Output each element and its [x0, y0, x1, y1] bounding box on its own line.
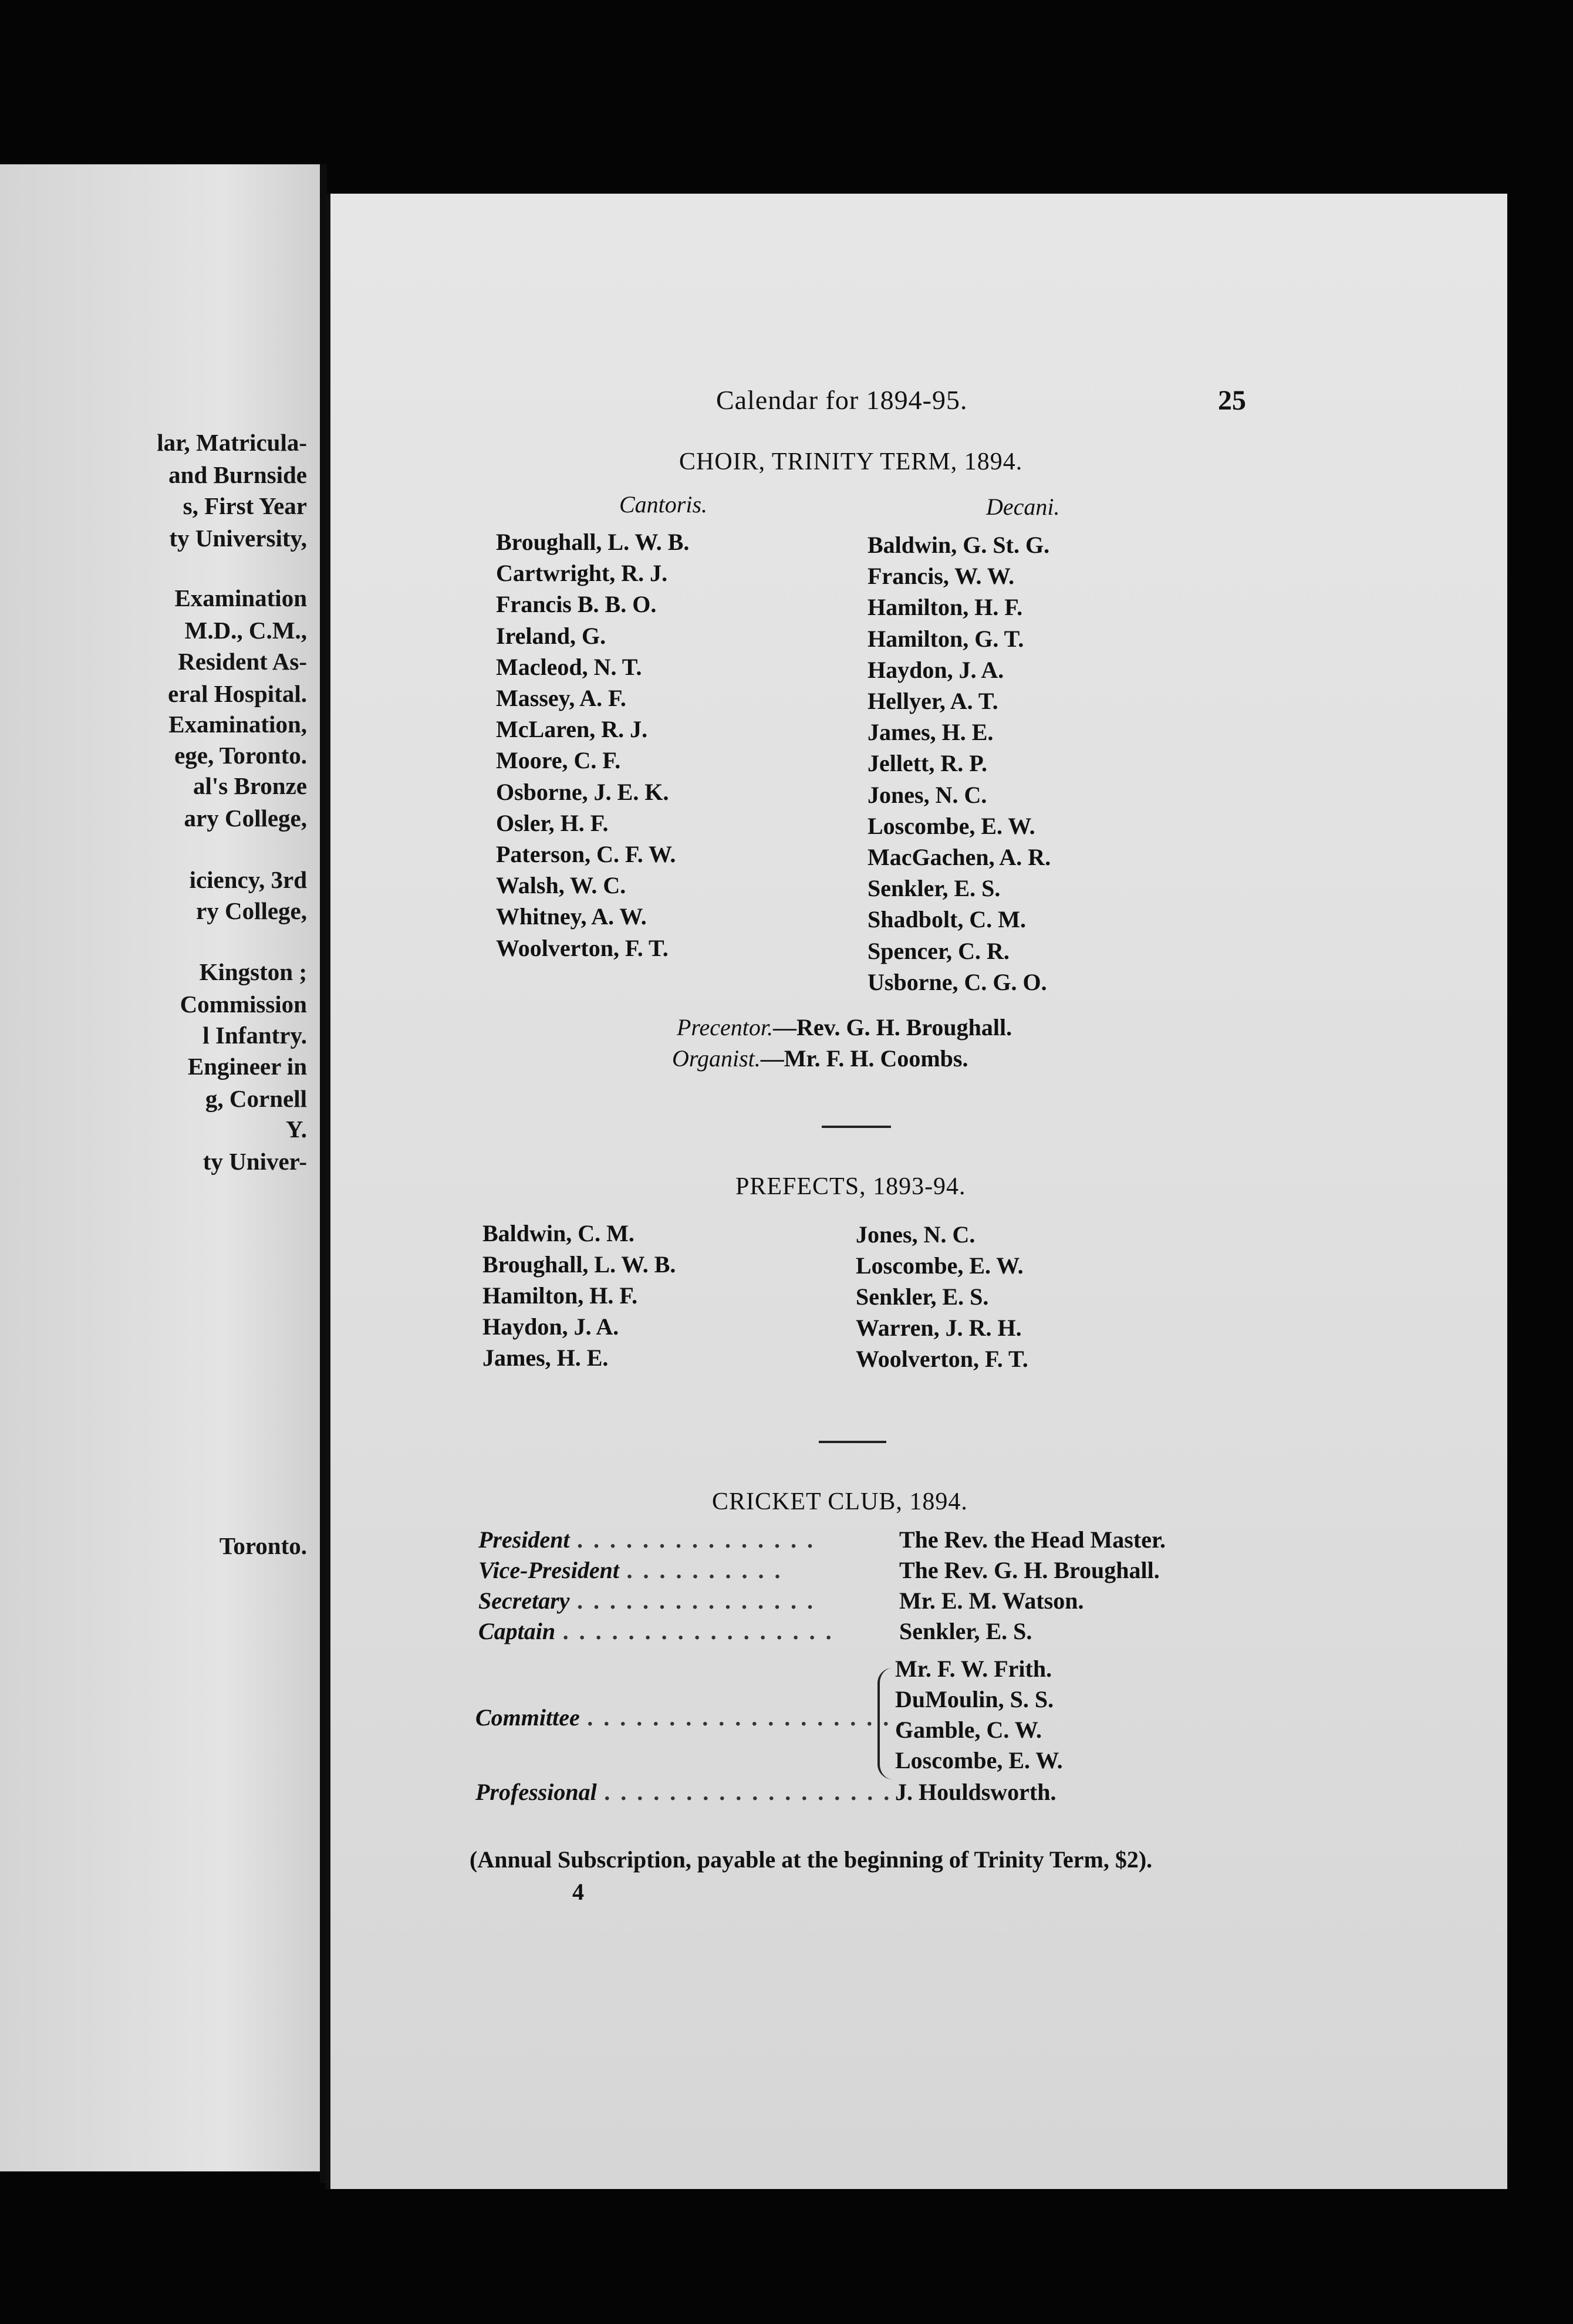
officer-value: Mr. E. M. Watson. [899, 1587, 1084, 1614]
running-head [716, 384, 968, 416]
committee-member: DuMoulin, S. S. [895, 1686, 1054, 1712]
officer-value: The Rev. the Head Master. [899, 1526, 1166, 1553]
cricket-title: CRICKET CLUB, 1894. [712, 1488, 968, 1515]
committee-member: Gamble, C. W. [895, 1717, 1042, 1743]
cantoris-name: Broughall, L. W. B. [496, 529, 690, 555]
cantoris-name: Paterson, C. F. W. [496, 841, 676, 867]
section-divider [822, 1126, 891, 1128]
leader-dots: . . . . . . . . . . . . . . . [569, 1526, 816, 1553]
decani-name: Francis, W. W. [867, 563, 1015, 590]
left-page-line: al's Bronze [193, 772, 307, 799]
left-page-line: Resident As- [178, 648, 307, 675]
precentor-value: —Rev. G. H. Broughall. [773, 1014, 1012, 1041]
officer-label [478, 1587, 816, 1614]
cantoris-name: Osler, H. F. [496, 809, 609, 836]
committee-member: Loscombe, E. W. [895, 1747, 1063, 1774]
prefect-name: Warren, J. R. H. [856, 1315, 1022, 1341]
left-page-line: Toronto. [219, 1532, 307, 1559]
left-page-line: l Infantry. [202, 1022, 307, 1049]
signature-mark: 4 [572, 1879, 584, 1905]
leader-dots: . . . . . . . . . . [619, 1557, 784, 1583]
left-page-line: Examination, [168, 711, 307, 738]
left-page-line: Engineer in [187, 1053, 307, 1080]
professional-row [475, 1778, 893, 1806]
leader-dots: . . . . . . . . . . . . . . . . . . [596, 1779, 893, 1805]
left-page-line: ty Univer- [202, 1148, 307, 1175]
page-number: 25 [1218, 385, 1246, 416]
decani-name: Jellett, R. P. [867, 750, 988, 777]
officer-label-text: Secretary [478, 1587, 570, 1614]
decani-name: Shadbolt, C. M. [867, 906, 1027, 933]
prefect-name: Hamilton, H. F. [482, 1282, 638, 1309]
left-page-line: and Burnside [168, 461, 307, 488]
cantoris-name: Whitney, A. W. [496, 903, 647, 930]
committee-label [475, 1704, 909, 1731]
decani-name: Jones, N. C. [867, 781, 987, 808]
precentor-line [677, 1014, 1012, 1041]
precentor-label: Precentor. [677, 1014, 774, 1041]
left-page-line: lar, Matricula- [157, 429, 307, 456]
leader-dots: . . . . . . . . . . . . . . . . . . . . [579, 1704, 909, 1731]
cantoris-name: Woolverton, F. T. [496, 934, 669, 961]
officer-label [478, 1556, 784, 1584]
officer-label-text: Captain [478, 1618, 556, 1644]
left-page-line: g, Cornell [205, 1085, 307, 1112]
left-page-line: Commission [180, 991, 307, 1018]
prefect-name: Loscombe, E. W. [856, 1252, 1024, 1279]
cantoris-heading: Cantoris. [619, 491, 708, 518]
leader-dots: . . . . . . . . . . . . . . . [569, 1587, 816, 1614]
cantoris-name: Osborne, J. E. K. [496, 778, 669, 805]
decani-name: Spencer, C. R. [867, 937, 1010, 964]
cantoris-name: McLaren, R. J. [496, 716, 648, 743]
cantoris-name: Cartwright, R. J. [496, 560, 668, 587]
cantoris-name: Ireland, G. [496, 622, 606, 649]
decani-name: Baldwin, G. St. G. [867, 532, 1050, 558]
decani-heading: Decani. [986, 494, 1060, 520]
professional-value: J. Houldsworth. [895, 1779, 1056, 1805]
decani-name: Loscombe, E. W. [867, 812, 1035, 839]
prefects-title: PREFECTS, 1893-94. [735, 1173, 966, 1200]
left-page-line: ary College, [184, 805, 307, 832]
left-page-line: Examination [174, 585, 307, 612]
decani-name: Hamilton, G. T. [867, 625, 1024, 652]
prefect-name: James, H. E. [482, 1345, 609, 1371]
cantoris-name: Walsh, W. C. [496, 872, 626, 899]
subscription-note: (Annual Subscription, payable at the beginning of Trinity Term, $2). [470, 1846, 1153, 1873]
prefect-name: Senkler, E. S. [856, 1283, 989, 1310]
organist-line [672, 1045, 968, 1072]
left-facing-page [0, 164, 320, 2171]
left-page-line: Y. [285, 1116, 307, 1143]
left-page-line: ry College, [196, 897, 307, 924]
decani-name: Usborne, C. G. O. [867, 968, 1047, 995]
cantoris-name: Massey, A. F. [496, 685, 626, 711]
officer-label-text: President [478, 1526, 570, 1553]
officer-label-text: Vice-President [478, 1557, 619, 1583]
section-divider [819, 1441, 886, 1443]
prefect-name: Haydon, J. A. [482, 1313, 619, 1340]
cantoris-name: Francis B. B. O. [496, 591, 657, 618]
leader-dots: . . . . . . . . . . . . . . . . . [555, 1618, 835, 1644]
officer-value: Senkler, E. S. [899, 1618, 1032, 1644]
committee-brace [877, 1668, 893, 1779]
choir-title: CHOIR, TRINITY TERM, 1894. [679, 448, 1023, 475]
officer-value: The Rev. G. H. Broughall. [899, 1557, 1160, 1583]
prefect-name: Jones, N. C. [856, 1221, 975, 1248]
running-head-title: Calendar for 1894-95. [716, 385, 968, 415]
decani-name: Hamilton, H. F. [867, 594, 1023, 621]
left-page-line: eral Hospital. [168, 680, 307, 707]
prefect-name: Woolverton, F. T. [856, 1346, 1028, 1372]
left-page-line: Kingston ; [199, 958, 307, 985]
prefect-name: Baldwin, C. M. [482, 1220, 634, 1247]
decani-name: Haydon, J. A. [867, 656, 1004, 683]
committee-label-text: Committee [475, 1704, 580, 1731]
officer-label [478, 1526, 816, 1553]
decani-name: Hellyer, A. T. [867, 688, 998, 714]
left-page-line: ty University, [169, 525, 307, 552]
cantoris-name: Macleod, N. T. [496, 653, 642, 680]
left-page-line: iciency, 3rd [189, 866, 307, 893]
committee-member: Mr. F. W. Frith. [895, 1656, 1052, 1682]
cantoris-name: Moore, C. F. [496, 747, 621, 774]
left-page-line: s, First Year [183, 492, 307, 519]
organist-value: —Mr. F. H. Coombs. [760, 1045, 968, 1072]
officer-label [478, 1617, 835, 1645]
decani-name: MacGachen, A. R. [867, 844, 1051, 870]
professional-label: Professional [475, 1779, 597, 1805]
left-page-line: ege, Toronto. [174, 742, 307, 769]
prefect-name: Broughall, L. W. B. [482, 1251, 676, 1278]
decani-name: James, H. E. [867, 719, 994, 746]
decani-name: Senkler, E. S. [867, 875, 1001, 902]
organist-label: Organist. [672, 1045, 761, 1072]
left-page-line: M.D., C.M., [184, 617, 307, 644]
